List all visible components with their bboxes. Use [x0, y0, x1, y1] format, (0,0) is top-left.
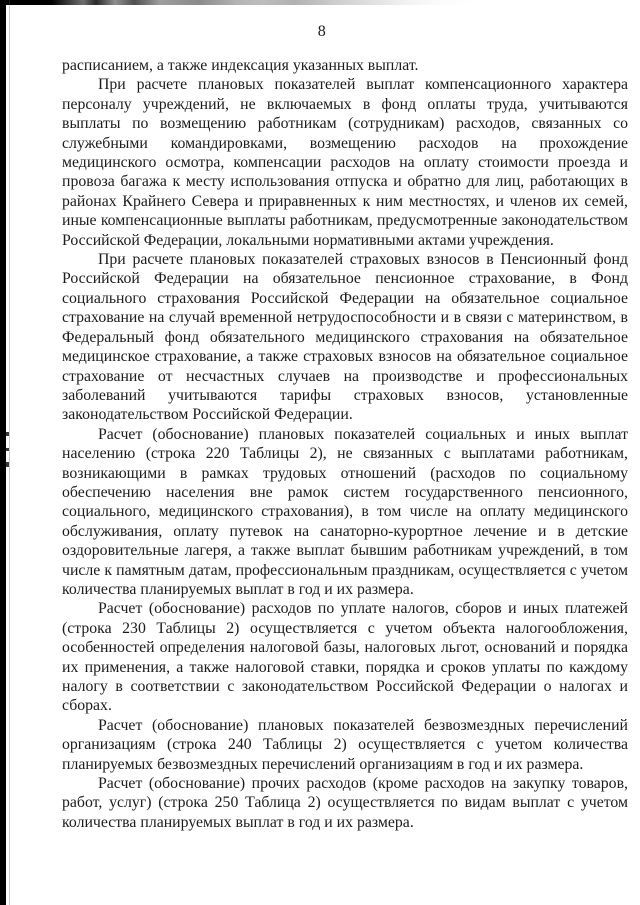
paragraph: При расчете плановых показателей выплат компенсационного характера персоналу учреждений, не включаемых в фонд оплаты труда, учитываются выплаты по возмещению работникам (сотрудникам) расходов, связанных со служебными командировками, возмещению расходов на прохождение медицинского осмотра, компенсации расходов на оплату стоимости проезда и провоза багажа к месту использования отпуска и обратно для лиц, работающих в районах Крайнего Севера и приравненных к ним местностях, и членов их семей, иные компенсационные выплаты работникам, предусмотренные законодательством Российской Федерации, локальными нормативными актами учреждения.	[62, 76, 628, 249]
paragraph: расписанием, а также индексация указанных выплат.	[62, 57, 419, 74]
scan-artifact-dash	[6, 462, 9, 467]
paragraph: Расчет (обоснование) прочих расходов (кроме расходов на закупку товаров, работ, услуг) (строка 250 Таблица 2) осуществляется по видам выплат с учетом количества планируемых выплат в год и их размера.	[62, 775, 628, 831]
paragraph: Расчет (обоснование) плановых показателей безвозмездных перечислений организациям (строка 240 Таблицы 2) осуществляется с учетом количества планируемых безвозмездных перечислений организациям в год и их размера.	[62, 716, 628, 773]
scan-artifact-dash	[6, 432, 9, 436]
scan-artifact-dash	[6, 448, 9, 451]
scan-artifact-top-band	[0, 0, 640, 5]
scan-artifact-left-strip	[0, 0, 6, 905]
paragraph: При расчете плановых показателей страховых взносов в Пенсионный фонд Российской Федерации на обязательное пенсионное страхование, в Фонд социального страхования Российской Федерации на обязательное социальное страхование на случай временной нетрудоспособности и в связи с материнством, в Федеральный фонд обязательного медицинского страхования на обязательное медицинское страхование, а также страховых взносов на обязательное социальное страхование от несчастных случаев на производстве и профессиональных заболеваний учитываются тарифы страховых взносов, установленные законодательством Российской Федерации.	[62, 251, 628, 424]
paragraph: Расчет (обоснование) плановых показателей социальных и иных выплат населению (строка 220 Таблицы 2), не связанных с выплатами работникам, возникающими в рамках трудовых отношений (расходов по социальному обеспечению населения вне рамок систем государственного пенсионного, социального, медицинского страхования), в том числе на оплату медицинского обслуживания, оплату путевок на санаторно-курортное лечение и в детские оздоровительные лагеря, а также выплат бывшим работникам учреждений, в том числе к памятным датам, профессиональным праздникам, осуществляется с учетом количества планируемых выплат в год и их размера.	[62, 425, 628, 598]
paragraph: Расчет (обоснование) расходов по уплате налогов, сборов и иных платежей (строка 230 Таблицы 2) осуществляется с учетом объекта налогообложения, особенностей определения налоговой базы, налоговых льгот, оснований и порядка их применения, а также налоговой ставки, порядка и сроков уплаты по каждому налогу в соответствии с законодательством Российской Федерации о налогах и сборах.	[62, 600, 628, 715]
page-number: 8	[317, 23, 327, 40]
scan-artifact-edge-line	[9, 0, 10, 905]
document-body	[62, 56, 628, 832]
